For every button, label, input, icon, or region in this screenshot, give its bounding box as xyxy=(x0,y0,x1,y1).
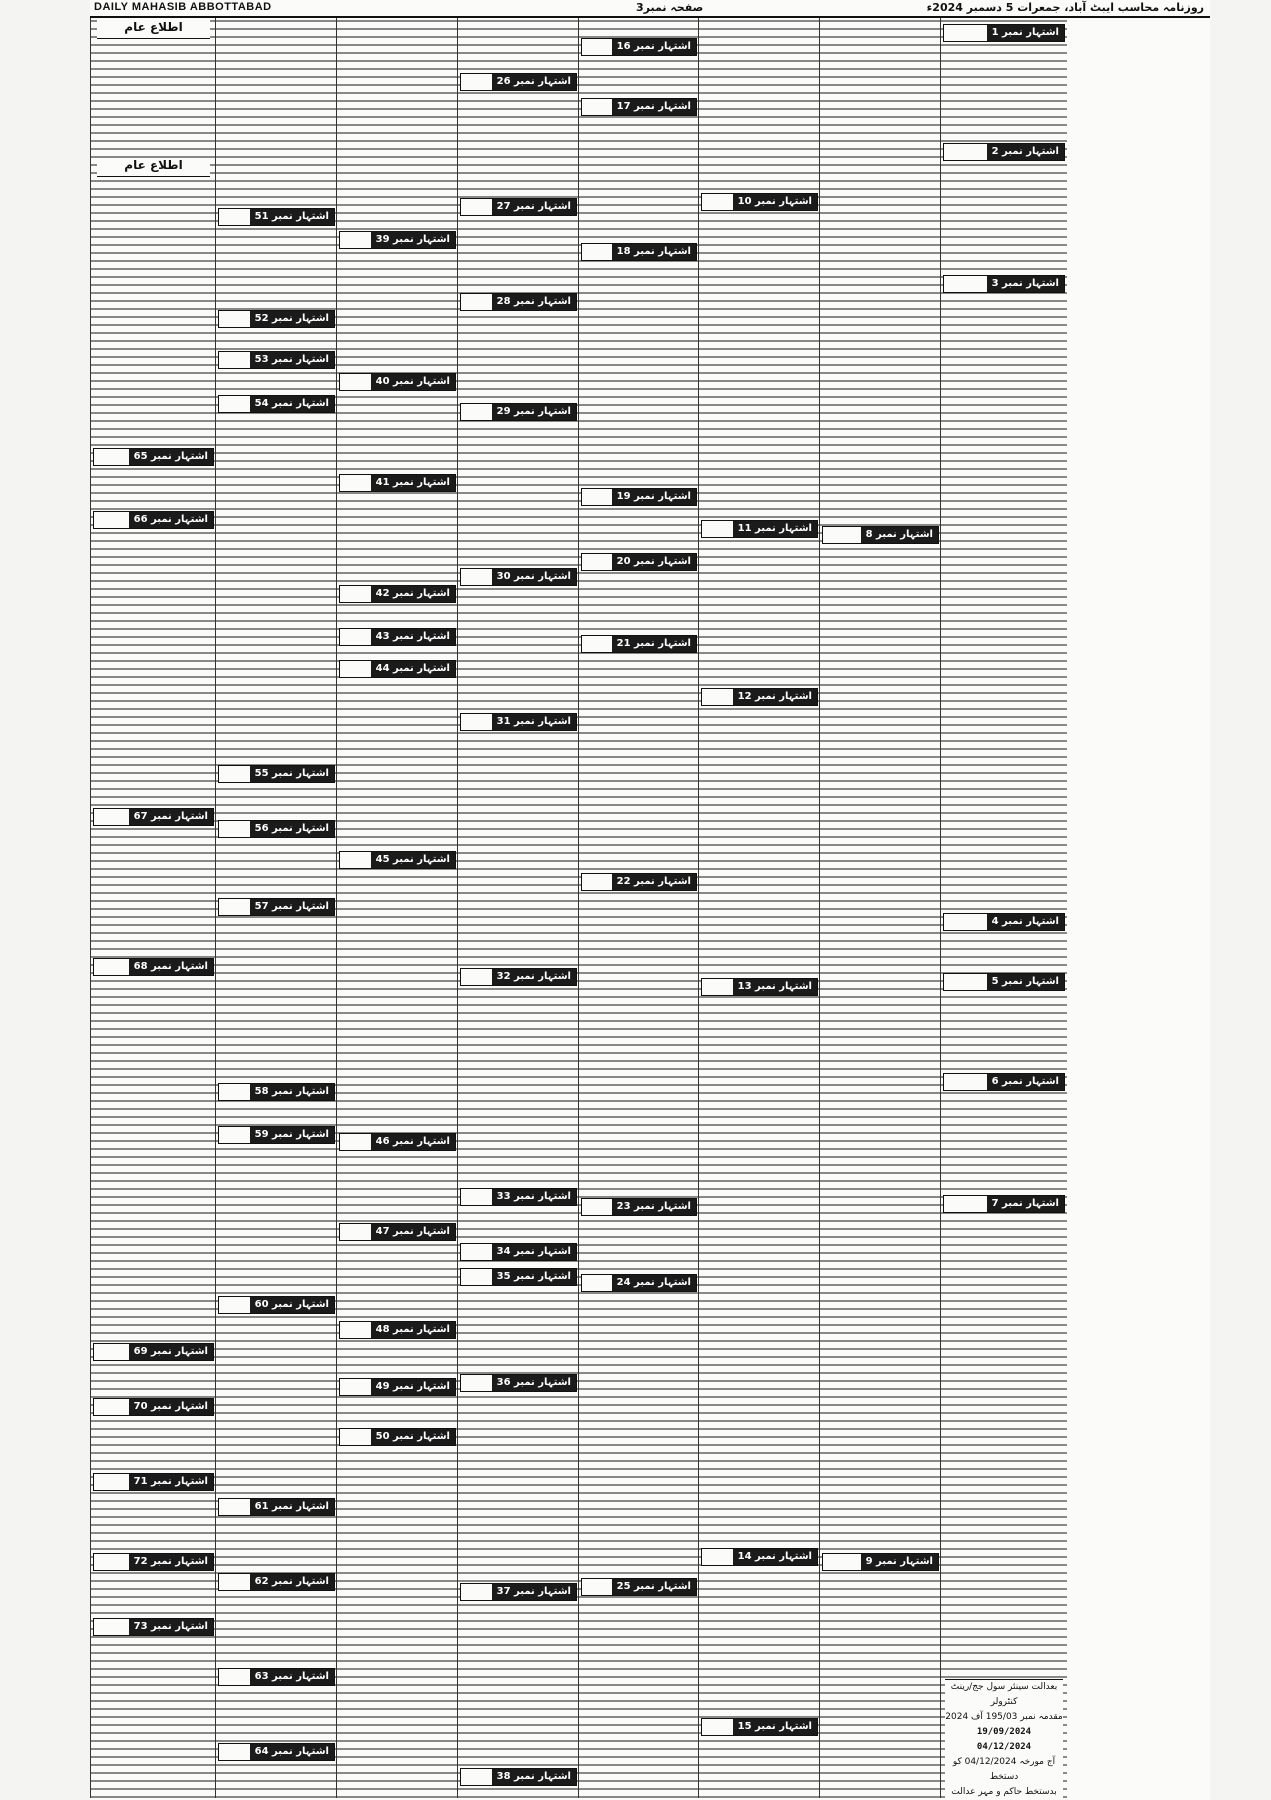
ad-number-label: اشتہار نمبر 60 xyxy=(250,1297,334,1313)
ad-number-label: اشتہار نمبر 14 xyxy=(733,1549,817,1565)
ad-number-label: اشتہار نمبر 66 xyxy=(129,512,213,528)
column-2 xyxy=(215,18,337,1798)
ad-number-label: اشتہار نمبر 10 xyxy=(733,194,817,210)
ad-number-label: اشتہار نمبر 19 xyxy=(612,489,696,505)
ad-number-box xyxy=(339,1133,456,1151)
ad-number-box xyxy=(460,403,577,421)
ad-number-label: اشتہار نمبر 51 xyxy=(250,209,334,225)
ad-number-label: اشتہار نمبر 55 xyxy=(250,766,334,782)
ad-number-label: اشتہار نمبر 50 xyxy=(371,1429,455,1445)
ad-number-box xyxy=(701,978,818,996)
column-3 xyxy=(336,18,458,1798)
notice-heading: اطلاع عام xyxy=(97,158,210,177)
ad-number-box xyxy=(701,688,818,706)
ad-number-label: اشتہار نمبر 42 xyxy=(371,586,455,602)
ad-number-label: اشتہار نمبر 49 xyxy=(371,1379,455,1395)
ad-number-box xyxy=(581,98,697,116)
ad-number-label: اشتہار نمبر 20 xyxy=(612,554,696,570)
ad-number-label: اشتہار نمبر 48 xyxy=(371,1322,455,1338)
ad-number-box xyxy=(339,373,456,391)
ad-number-box xyxy=(93,958,214,976)
ad-number-box xyxy=(581,243,697,261)
ad-number-box xyxy=(93,1553,214,1571)
ad-number-box xyxy=(339,231,456,249)
ad-number-label: اشتہار نمبر 25 xyxy=(612,1579,696,1595)
ad-number-label: اشتہار نمبر 33 xyxy=(492,1189,576,1205)
ad-number-box xyxy=(93,1343,214,1361)
ad-number-label: اشتہار نمبر 56 xyxy=(250,821,334,837)
ad-number-label: اشتہار نمبر 1 xyxy=(987,25,1064,41)
ad-number-label: اشتہار نمبر 73 xyxy=(129,1619,213,1635)
ad-number-label: اشتہار نمبر 40 xyxy=(371,374,455,390)
ad-number-label: اشتہار نمبر 68 xyxy=(129,959,213,975)
ad-number-label: اشتہار نمبر 4 xyxy=(987,914,1064,930)
ad-number-label: اشتہار نمبر 64 xyxy=(250,1744,334,1760)
column-5 xyxy=(578,18,699,1798)
ad-number-label: اشتہار نمبر 36 xyxy=(492,1375,576,1391)
ad-number-label: اشتہار نمبر 53 xyxy=(250,352,334,368)
masthead xyxy=(90,0,1210,18)
ad-number-label: اشتہار نمبر 58 xyxy=(250,1084,334,1100)
ad-number-box xyxy=(339,1223,456,1241)
ad-number-box xyxy=(218,898,335,916)
ad-number-box xyxy=(339,585,456,603)
ad-number-box xyxy=(339,660,456,678)
ad-number-label: اشتہار نمبر 37 xyxy=(492,1584,576,1600)
ad-number-label: اشتہار نمبر 54 xyxy=(250,396,334,412)
masthead-date: روزنامہ محاسب ایبٹ آباد، جمعرات 5 دسمبر 2024ء xyxy=(926,1,1204,14)
ad-number-box xyxy=(460,1374,577,1392)
ad-number-box xyxy=(460,73,577,91)
ad-number-box xyxy=(218,1573,335,1591)
ad-number-label: اشتہار نمبر 39 xyxy=(371,232,455,248)
ad-number-box xyxy=(943,1073,1065,1091)
ad-number-label: اشتہار نمبر 24 xyxy=(612,1275,696,1291)
ad-number-box xyxy=(581,1274,697,1292)
ad-number-box xyxy=(581,873,697,891)
column-4 xyxy=(457,18,579,1798)
ad-number-box xyxy=(218,395,335,413)
ad-number-box xyxy=(93,1398,214,1416)
ad-number-box xyxy=(218,1743,335,1761)
ad-number-label: اشتہار نمبر 5 xyxy=(987,974,1064,990)
ad-number-box xyxy=(218,1296,335,1314)
ad-number-box xyxy=(701,1548,818,1566)
column-7 xyxy=(819,18,941,1798)
ad-number-box xyxy=(218,351,335,369)
ad-number-box xyxy=(218,208,335,226)
ad-number-label: اشتہار نمبر 22 xyxy=(612,874,696,890)
ad-number-label: اشتہار نمبر 52 xyxy=(250,311,334,327)
ad-number-label: اشتہار نمبر 71 xyxy=(129,1474,213,1490)
ad-number-box xyxy=(218,1498,335,1516)
ad-number-box xyxy=(460,968,577,986)
ad-number-box xyxy=(460,198,577,216)
ad-number-label: اشتہار نمبر 72 xyxy=(129,1554,213,1570)
ad-number-box xyxy=(218,1668,335,1686)
ad-number-label: اشتہار نمبر 6 xyxy=(987,1074,1064,1090)
ad-number-box xyxy=(339,628,456,646)
ad-number-label: اشتہار نمبر 70 xyxy=(129,1399,213,1415)
ad-number-label: اشتہار نمبر 7 xyxy=(987,1196,1064,1212)
ad-number-label: اشتہار نمبر 47 xyxy=(371,1224,455,1240)
ad-number-label: اشتہار نمبر 35 xyxy=(492,1269,576,1285)
ad-number-label: اشتہار نمبر 2 xyxy=(987,144,1064,160)
ad-number-box xyxy=(943,143,1065,161)
ad-number-label: اشتہار نمبر 67 xyxy=(129,809,213,825)
ad-number-label: اشتہار نمبر 59 xyxy=(250,1127,334,1143)
ad-number-box xyxy=(460,1583,577,1601)
ad-number-box xyxy=(943,275,1065,293)
ad-number-box xyxy=(460,1268,577,1286)
ad-number-label: اشتہار نمبر 3 xyxy=(987,276,1064,292)
column-8 xyxy=(940,18,1067,1798)
ad-number-label: اشتہار نمبر 61 xyxy=(250,1499,334,1515)
newspaper-page xyxy=(90,0,1210,1800)
ad-number-label: اشتہار نمبر 38 xyxy=(492,1769,576,1785)
ad-number-label: اشتہار نمبر 17 xyxy=(612,99,696,115)
ad-number-box xyxy=(701,1718,818,1736)
ad-number-label: اشتہار نمبر 16 xyxy=(612,39,696,55)
ad-number-label: اشتہار نمبر 23 xyxy=(612,1199,696,1215)
ad-number-box xyxy=(943,973,1065,991)
ad-number-label: اشتہار نمبر 62 xyxy=(250,1574,334,1590)
ad-number-box xyxy=(218,765,335,783)
ad-number-label: اشتہار نمبر 18 xyxy=(612,244,696,260)
ad-number-label: اشتہار نمبر 57 xyxy=(250,899,334,915)
ad-number-box xyxy=(581,553,697,571)
ad-number-box xyxy=(460,1188,577,1206)
ad-number-box xyxy=(218,310,335,328)
ad-number-box xyxy=(581,1198,697,1216)
ad-number-box xyxy=(218,1083,335,1101)
ad-number-label: اشتہار نمبر 11 xyxy=(733,521,817,537)
ad-number-box xyxy=(581,488,697,506)
column-1 xyxy=(90,18,216,1798)
ad-number-label: اشتہار نمبر 46 xyxy=(371,1134,455,1150)
ad-number-box xyxy=(460,713,577,731)
ad-number-label: اشتہار نمبر 28 xyxy=(492,294,576,310)
ad-number-label: اشتہار نمبر 45 xyxy=(371,852,455,868)
court-signature-box: بعدالت سینئر سول جج/رینٹ کنٹرولر مقدمہ نمبر 195/03 آف 2024 19/09/2024 04/12/2024 آج مورخہ 04/12/2024 کو دستخط بدستخط حاکم و مہر عدالت xyxy=(945,1679,1063,1798)
ad-number-box xyxy=(822,1553,939,1571)
ad-number-label: اشتہار نمبر 69 xyxy=(129,1344,213,1360)
ad-number-box xyxy=(218,820,335,838)
ad-number-box xyxy=(581,38,697,56)
ad-number-box xyxy=(93,1618,214,1636)
ad-number-box xyxy=(943,24,1065,42)
ad-number-box xyxy=(339,1321,456,1339)
ad-number-label: اشتہار نمبر 63 xyxy=(250,1669,334,1685)
column-6 xyxy=(698,18,820,1798)
ad-number-label: اشتہار نمبر 12 xyxy=(733,689,817,705)
ad-number-label: اشتہار نمبر 13 xyxy=(733,979,817,995)
ad-number-label: اشتہار نمبر 15 xyxy=(733,1719,817,1735)
ad-number-box xyxy=(822,526,939,544)
ad-number-label: اشتہار نمبر 34 xyxy=(492,1244,576,1260)
ad-number-box xyxy=(581,1578,697,1596)
ad-number-box xyxy=(460,1768,577,1786)
ad-number-box xyxy=(93,448,214,466)
ad-number-label: اشتہار نمبر 27 xyxy=(492,199,576,215)
ad-number-label: اشتہار نمبر 65 xyxy=(129,449,213,465)
ad-number-box xyxy=(460,1243,577,1261)
ad-number-box xyxy=(460,293,577,311)
notice-heading: اطلاع عام xyxy=(97,20,210,39)
ad-number-box xyxy=(701,520,818,538)
ad-number-label: اشتہار نمبر 32 xyxy=(492,969,576,985)
ad-number-label: اشتہار نمبر 41 xyxy=(371,475,455,491)
ad-number-box xyxy=(339,851,456,869)
ad-number-label: اشتہار نمبر 43 xyxy=(371,629,455,645)
ad-number-box xyxy=(339,474,456,492)
ad-number-label: اشتہار نمبر 8 xyxy=(861,527,938,543)
ad-number-label: اشتہار نمبر 30 xyxy=(492,569,576,585)
ad-number-box xyxy=(93,1473,214,1491)
ad-number-box xyxy=(460,568,577,586)
ad-number-box xyxy=(93,511,214,529)
ad-number-box xyxy=(581,635,697,653)
ad-number-label: اشتہار نمبر 9 xyxy=(861,1554,938,1570)
ad-number-box xyxy=(218,1126,335,1144)
ad-number-box xyxy=(339,1428,456,1446)
ad-number-label: اشتہار نمبر 29 xyxy=(492,404,576,420)
ad-number-box xyxy=(701,193,818,211)
ad-number-box xyxy=(943,1195,1065,1213)
ad-number-label: اشتہار نمبر 21 xyxy=(612,636,696,652)
ad-number-label: اشتہار نمبر 44 xyxy=(371,661,455,677)
page-number: صفحہ نمبر3 xyxy=(636,1,704,14)
ad-number-box xyxy=(943,913,1065,931)
masthead-title: DAILY MAHASIB ABBOTTABAD xyxy=(94,1,272,13)
ad-number-label: اشتہار نمبر 31 xyxy=(492,714,576,730)
ad-number-box xyxy=(93,808,214,826)
ad-number-box xyxy=(339,1378,456,1396)
ad-number-label: اشتہار نمبر 26 xyxy=(492,74,576,90)
